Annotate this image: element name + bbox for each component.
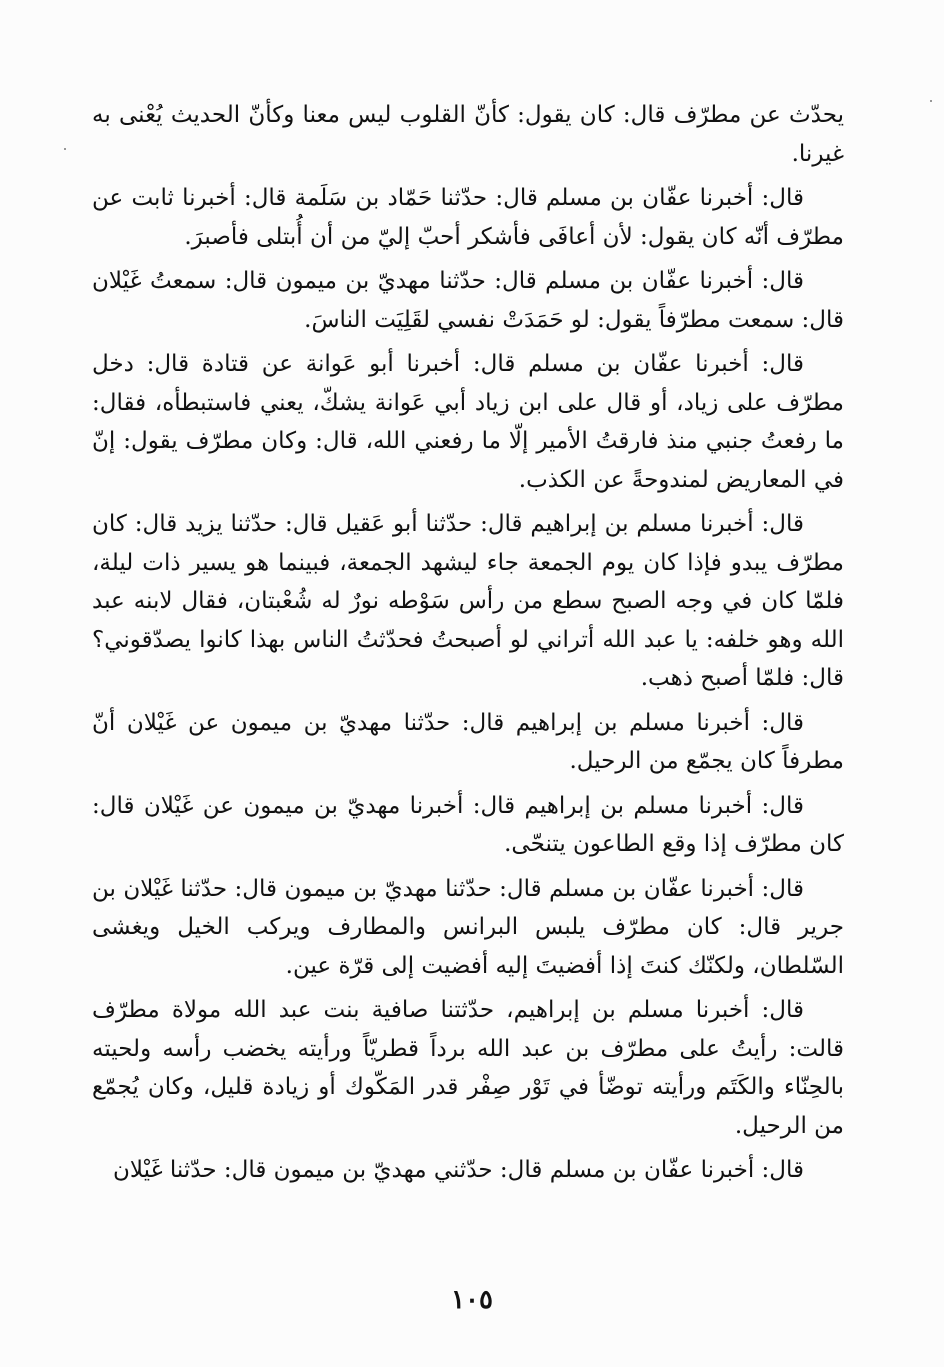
paragraph-6: قال: أخبرنا مسلم بن إبراهيم قال: حدّثنا مهديّ بن ميمون عن غَيْلان أنّ مطرفاً كان يجمّع من الرحيل. xyxy=(92,709,844,774)
paragraph-5: قال: أخبرنا مسلم بن إبراهيم قال: حدّثنا أبو عَقيل قال: حدّثنا يزيد قال: كان مطرّف يبدو فإذا كان يوم الجمعة جاء ليشهد الجمعة، فبينما هو يسير ذات ليلة، فلمّا كان في وجه الصبح سطع من رأس سَوْطه نورٌ له شُعْبتان، فقال لابنه عبد الله وهو خلفه: يا عبد الله أتراني لو أصبحتُ فحدّثتُ الناس بهذا كانوا يصدّقوني؟ قال: فلمّا أصبح ذهب. xyxy=(92,511,844,691)
paragraph-4: قال: أخبرنا عفّان بن مسلم قال: أخبرنا أبو عَوانة عن قتادة قال: دخل مطرّف على زياد، أو قال على ابن زياد أبي عَوانة يشكّ، يعني فاستبطأه، فقال: ما رفعتُ جنبي منذ فارقتُ الأمير إلّا ما رفعني الله، قال: وكان مطرّف يقول: إنّ في المعاريض لمندوحةً عن الكذب. xyxy=(92,351,844,493)
page-body-text xyxy=(92,96,844,1196)
paragraph-1: يحدّث عن مطرّف قال: كان يقول: كأنّ القلوب ليس معنا وكأنّ الحديث يُعْنى به غيرنا. xyxy=(92,102,844,167)
page-number: ١٠٥ xyxy=(451,1285,493,1315)
scan-speck xyxy=(64,148,66,150)
scan-speck xyxy=(930,100,932,102)
paragraph-8: قال: أخبرنا عفّان بن مسلم قال: حدّثنا مهديّ بن ميمون قال: حدّثنا غَيْلان بن جرير قال: كان مطرّف يلبس البرانس والمطارف ويركب الخيل ويغشى السّلطان، ولكنّك كنتَ إذا أفضيتَ إليه أفضيت إلى قرّة عين. xyxy=(92,875,844,979)
paragraph-9: قال: أخبرنا مسلم بن إبراهيم، حدّثتنا صافية بنت عبد الله مولاة مطرّف قالت: رأيتُ على مطرّف بن عبد الله برداً قطريّاً ورأيته يخضب رأسه ولحيته بالحِنّاء والكَتَم ورأيته توضّأ في تَوْر صِفْر قدر المَكّوك أو زيادة قليل، وكان يُجمّع من الرحيل. xyxy=(92,997,844,1139)
paragraph-7: قال: أخبرنا مسلم بن إبراهيم قال: أخبرنا مهديّ بن ميمون عن غَيْلان قال: كان مطرّف إذا وقع الطاعون يتنحّى. xyxy=(92,792,844,857)
paragraph-3: قال: أخبرنا عفّان بن مسلم قال: حدّثنا مهديّ بن ميمون قال: سمعتُ غَيْلان قال: سمعت مطرّفاً يقول: لو حَمَدَتْ نفسي لقَلِيَت الناسَ. xyxy=(92,268,844,333)
paragraph-2: قال: أخبرنا عفّان بن مسلم قال: حدّثنا حَمّاد بن سَلَمة قال: أخبرنا ثابت عن مطرّف أنّه كان يقول: لأن أعافَى فأشكر أحبّ إليّ من أن أُبتلى فأصبرَ. xyxy=(92,185,844,250)
paragraph-10: قال: أخبرنا عفّان بن مسلم قال: حدّثني مهديّ بن ميمون قال: حدّثنا غَيْلان xyxy=(113,1157,804,1183)
